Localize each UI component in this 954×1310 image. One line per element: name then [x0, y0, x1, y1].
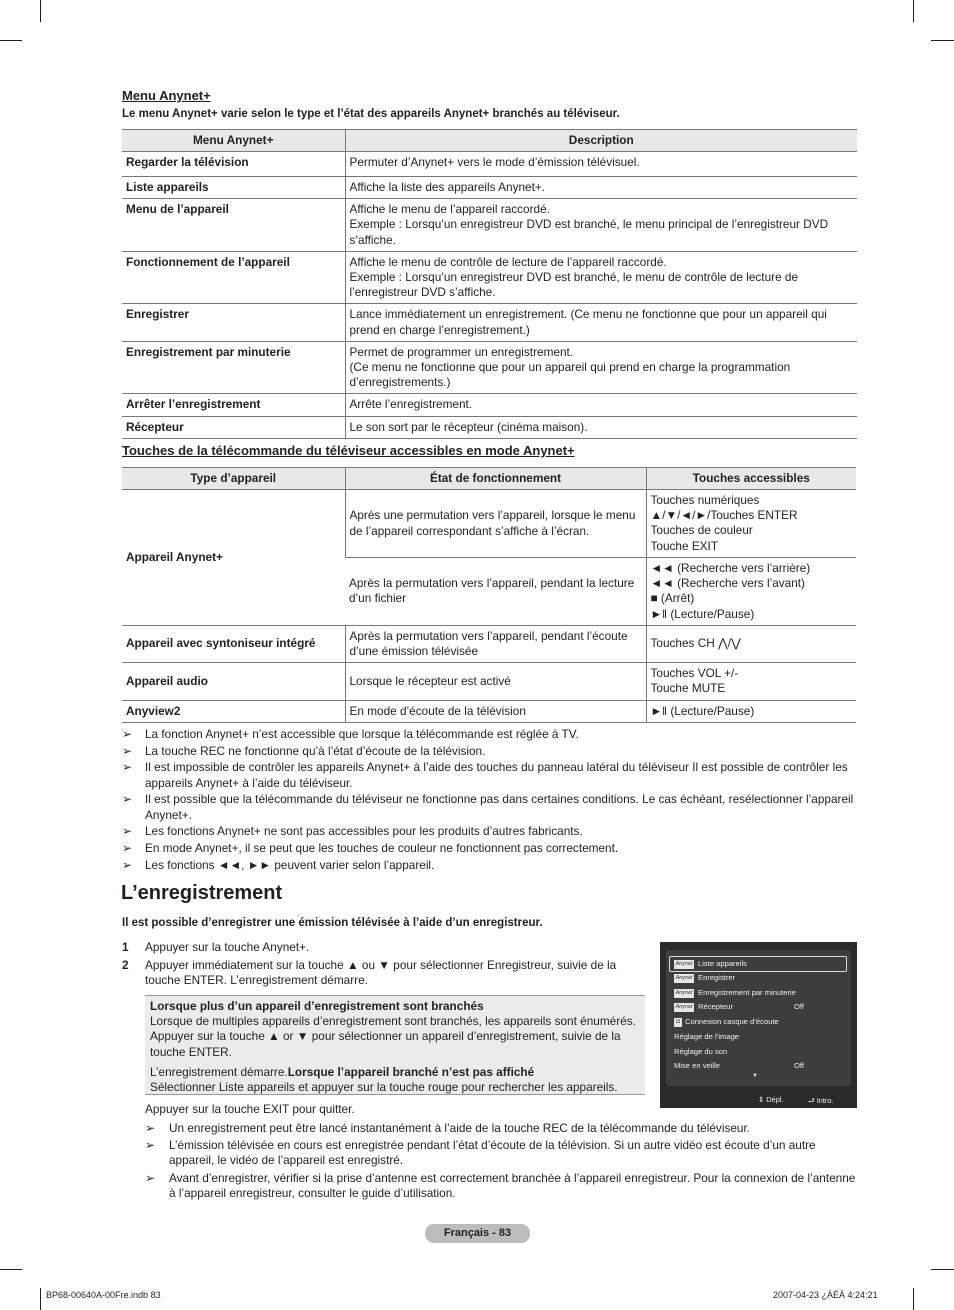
- osd-item-label: Enregistrement par minuterie: [698, 988, 796, 997]
- table-row: [122, 199, 857, 252]
- footer-timestamp: 2007-04-23 ¿ÀÈÄ 4:24:21: [773, 1290, 878, 1300]
- note-arrow-icon: ➢: [122, 857, 133, 872]
- menu-cell: Fonctionnement de l’appareil: [122, 251, 345, 304]
- note-text: En mode Anynet+, il se peut que les touches de couleur ne fonctionnent pas correctement.: [145, 840, 619, 855]
- crop-mark: [0, 1269, 22, 1270]
- desc-line: Exemple : Lorsqu’un enregistreur DVD est branché, le menu de contrôle de lecture de l’enregistreur DVD s’affiche.: [349, 270, 799, 300]
- page-heading-recording: L’enregistrement: [121, 882, 283, 904]
- note-arrow-icon: ➢: [122, 743, 133, 758]
- page-number-badge: Français - 83: [425, 1224, 530, 1243]
- keys-cell: [646, 663, 856, 700]
- keys-cell: ►‖ (Lecture/Pause): [646, 700, 856, 722]
- recording-notes: [145, 1121, 857, 1203]
- menu-cell: Regarder la télévision: [122, 152, 345, 177]
- crop-mark: [913, 0, 914, 22]
- intro-text: Il est possible d’enregistrer une émission télévisée à l’aide d’un enregistreur.: [122, 917, 543, 929]
- crop-mark: [913, 1288, 914, 1310]
- table-row: [122, 341, 857, 394]
- key-line: ◄◄ (Recherche vers l’arrière): [650, 561, 811, 575]
- note-text: Les fonctions Anynet+ ne sont pas accessibles pour les produits d’autres fabricants.: [145, 824, 583, 839]
- step-text: Appuyer immédiatement sur la touche ▲ ou ▼ pour sélectionner Enregistreur, suivie de la touche ENTER. L’enregistrement démarre.: [145, 958, 617, 988]
- note-item: [145, 1171, 857, 1201]
- osd-item-label: Liste appareils: [698, 959, 747, 968]
- osd-item[interactable]: [674, 971, 735, 985]
- menu-cell: Liste appareils: [122, 177, 345, 199]
- keys-cell: [646, 558, 856, 626]
- box-title: Lorsque plus d’un appareil d’enregistrement sont branchés: [150, 999, 484, 1013]
- column-header: État de fonctionnement: [345, 468, 646, 490]
- keys-cell: Touches CH ⋀/⋁: [646, 625, 856, 662]
- menu-cell: Arrêter l’enregistrement: [122, 394, 345, 416]
- box-text: [150, 1065, 640, 1080]
- note-text: Il est possible que la télécommande du téléviseur ne fonctionne pas dans certaines conditions. Le cas échéant, resélectionner l’appareil Anynet+.: [145, 792, 854, 822]
- note-item: [122, 760, 857, 790]
- note-text: Il est impossible de contrôler les appareils Anynet+ à l’aide des touches du panneau latéral du téléviseur Il est possible de contrôler les appareils Anynet+ à l’aide du téléviseur.: [145, 760, 848, 790]
- note-item: [122, 744, 857, 759]
- notes-list: [122, 727, 857, 874]
- note-item: [145, 1138, 857, 1168]
- crop-mark: [931, 40, 954, 41]
- state-cell: Lorsque le récepteur est activé: [345, 663, 646, 700]
- note-text: La touche REC ne fonctionne qu’à l’état d’écoute de la télévision.: [145, 743, 486, 758]
- menu-cell: Menu de l’appareil: [122, 199, 345, 252]
- note-text: Avant d’enregistrer, vérifier si la prise d’antenne est correctement branchée à l’appareil enregistreur. Pour la connexion de l’antenne à l’appareil enregistreur, consulter le guide d’utilisation.: [169, 1170, 856, 1200]
- box-text: Sélectionner Liste appareils et appuyer sur la touche rouge pour rechercher les appareils.: [150, 1080, 618, 1095]
- state-cell: Après la permutation vers l’appareil, pendant l’écoute d’une émission télévisée: [345, 625, 646, 662]
- osd-move-hint: ⇕ Dépl.: [758, 1095, 784, 1104]
- steps-list: [122, 940, 642, 992]
- desc-line: Exemple : Lorsqu’un enregistreur DVD est branché, le menu principal de l’enregistreur DVD s’affiche.: [349, 217, 829, 247]
- device-cell: Appareil avec syntoniseur intégré: [122, 625, 345, 662]
- osd-item-label: Récepteur: [698, 1002, 734, 1011]
- desc-line: Permet de programmer un enregistrement.: [349, 344, 574, 359]
- section-subtitle: Le menu Anynet+ varie selon le type et l’état des appareils Anynet+ branchés au téléviseur.: [122, 108, 620, 120]
- keys-cell: [646, 490, 856, 558]
- desc-line: (Ce menu ne fonctionne que pour un appareil qui prend en charge la programmation d’enregistrements.): [349, 360, 791, 390]
- step-number: 1: [122, 940, 129, 954]
- table-row: [122, 304, 857, 341]
- desc-cell: Permuter d’Anynet+ vers le mode d’émission télévisuel.: [345, 152, 857, 177]
- state-cell: Après la permutation vers l’appareil, pendant la lecture d’un fichier: [345, 558, 646, 626]
- note-item: [145, 1121, 857, 1136]
- osd-item[interactable]: [674, 1045, 727, 1059]
- quit-instruction: Appuyer sur la touche EXIT pour quitter.: [145, 1102, 355, 1116]
- section-title-anynet-menu: Menu Anynet+: [122, 88, 211, 103]
- desc-cell: Le son sort par le récepteur (cinéma maison).: [345, 416, 857, 438]
- key-line: Touches de couleur: [650, 523, 753, 538]
- note-text: Un enregistrement peut être lancé instantanément à l’aide de la touche REC de la télécommande du téléviseur.: [169, 1121, 751, 1135]
- desc-line: Affiche le menu de l’appareil raccordé.: [349, 202, 550, 217]
- remote-keys-table: [122, 467, 856, 723]
- crop-mark: [40, 0, 41, 22]
- note-arrow-icon: ➢: [145, 1121, 155, 1135]
- step-text: Appuyer sur la touche Anynet+.: [145, 940, 310, 954]
- osd-item[interactable]: [674, 957, 747, 971]
- osd-item[interactable]: [674, 1059, 720, 1073]
- osd-item[interactable]: [674, 1030, 739, 1044]
- state-cell: Après une permutation vers l’appareil, lorsque le menu de l’appareil correspondant s’affiche à l’écran.: [345, 490, 646, 558]
- step-item: [122, 940, 642, 955]
- note-item: [122, 858, 857, 873]
- column-header: Type d’appareil: [122, 468, 345, 490]
- desc-cell: [345, 341, 857, 394]
- osd-item-label: Connexion casque d’écoute: [685, 1017, 779, 1026]
- device-cell: Appareil audio: [122, 663, 345, 700]
- anynet-logo-icon: Anynet: [675, 1003, 693, 1010]
- footer-file-info: BP68-00640A-00Fre.indb 83: [46, 1290, 161, 1300]
- table-row: [122, 625, 856, 662]
- note-text: Les fonctions ◄◄, ►► peuvent varier selon l’appareil.: [145, 857, 435, 872]
- key-line: Touches numériques: [650, 493, 760, 507]
- desc-line: Affiche le menu de contrôle de lecture de l’appareil raccordé.: [349, 254, 667, 269]
- table-row: [122, 663, 856, 700]
- crop-mark: [40, 1288, 41, 1310]
- table-row: [122, 177, 857, 199]
- osd-footer: [660, 1092, 857, 1108]
- osd-item-value: Off: [794, 1002, 804, 1011]
- osd-item-label: Réglage du son: [674, 1047, 728, 1056]
- column-header: Description: [345, 130, 857, 152]
- key-line: ■ (Arrêt): [650, 591, 695, 606]
- box-text: Lorsque de multiples appareils d’enregistrement sont branchés, les appareils sont énumérés. Appuyer sur la touche ▲ or ▼ pour sélectionner un appareil d’enregistrement, suivie de la touche ENTER.: [150, 1014, 636, 1059]
- table-row: [122, 152, 857, 177]
- device-cell: Appareil Anynet+: [122, 490, 345, 626]
- osd-item-label: Mise en veille: [674, 1061, 721, 1070]
- note-arrow-icon: ➢: [145, 1170, 155, 1185]
- box-text-part: L’enregistrement démarre.: [150, 1064, 288, 1079]
- desc-cell: Arrête l’enregistrement.: [345, 394, 857, 416]
- anynet-logo-icon: Anynet: [675, 989, 693, 996]
- table-row: [122, 394, 857, 416]
- desc-cell: [345, 199, 857, 252]
- note-arrow-icon: ➢: [122, 727, 133, 741]
- scroll-down-icon[interactable]: ▼: [752, 1073, 758, 1079]
- menu-cell: Récepteur: [122, 416, 345, 438]
- table-row: [122, 416, 857, 438]
- note-arrow-icon: ➢: [122, 760, 133, 775]
- desc-cell: Affiche la liste des appareils Anynet+.: [345, 177, 857, 199]
- osd-item-label: Enregistrer: [698, 973, 736, 982]
- osd-item[interactable]: [674, 1015, 779, 1029]
- osd-enter-hint: ⮐ Intro.: [808, 1096, 834, 1105]
- column-header: Menu Anynet+: [122, 130, 345, 152]
- osd-item[interactable]: [674, 986, 796, 1000]
- desc-cell: [345, 251, 857, 304]
- note-item: [122, 824, 857, 839]
- key-line: Touche MUTE: [650, 681, 726, 696]
- step-number: 2: [122, 958, 129, 973]
- note-text: L’émission télévisée en cours est enregistrée pendant l’état d’écoute de la télévision. Si un autre vidéo est écoute d’un autre appareil, le vidéo de l’appareil est enregistré.: [169, 1138, 816, 1168]
- state-cell: En mode d’écoute de la télévision: [345, 700, 646, 722]
- multiple-recorders-box: [145, 995, 645, 1095]
- note-item: [122, 727, 857, 742]
- menu-cell: Enregistrement par minuterie: [122, 341, 345, 394]
- anynet-menu-table: [122, 129, 857, 439]
- osd-item[interactable]: [674, 1000, 733, 1014]
- key-line: ▲/▼/◄/►/Touches ENTER: [650, 508, 798, 523]
- key-line: Touches VOL +/-: [650, 666, 739, 681]
- box-text-bold: Lorsque l’appareil branché n’est pas affiché: [287, 1064, 535, 1079]
- osd-item-value: Off: [794, 1061, 804, 1070]
- note-item: [122, 792, 857, 822]
- key-line: Touche EXIT: [650, 538, 719, 553]
- anynet-logo-icon: Anynet: [675, 960, 693, 967]
- column-header: Touches accessibles: [646, 468, 856, 490]
- section-title-remote-keys: Touches de la télécommande du téléviseur accessibles en mode Anynet+: [122, 443, 575, 458]
- note-arrow-icon: ➢: [122, 792, 133, 807]
- desc-cell: Lance immédiatement un enregistrement. (Ce menu ne fonctionne que pour un appareil qui prend en charge l’enregistrement.): [345, 304, 857, 341]
- key-line: ►‖ (Lecture/Pause): [650, 606, 755, 621]
- note-arrow-icon: ➢: [122, 824, 133, 839]
- tv-osd-menu: [660, 942, 857, 1108]
- device-cell: Anyview2: [122, 700, 345, 722]
- crop-mark: [0, 40, 22, 41]
- table-row: [122, 251, 857, 304]
- note-arrow-icon: ➢: [145, 1138, 155, 1153]
- note-item: [122, 841, 857, 856]
- step-item: [122, 958, 642, 988]
- table-row: [122, 490, 856, 558]
- anynet-logo-icon: Anynet: [675, 974, 693, 981]
- headphone-icon: ◘: [674, 1018, 682, 1027]
- key-line: ◄◄ (Recherche vers l’avant): [650, 576, 805, 591]
- osd-item-label: Réglage de l’image: [674, 1032, 740, 1041]
- note-arrow-icon: ➢: [122, 840, 133, 855]
- menu-cell: Enregistrer: [122, 304, 345, 341]
- note-text: La fonction Anynet+ n’est accessible que lorsque la télécommande est réglée à TV.: [145, 727, 579, 741]
- table-row: [122, 700, 856, 722]
- crop-mark: [931, 1269, 954, 1270]
